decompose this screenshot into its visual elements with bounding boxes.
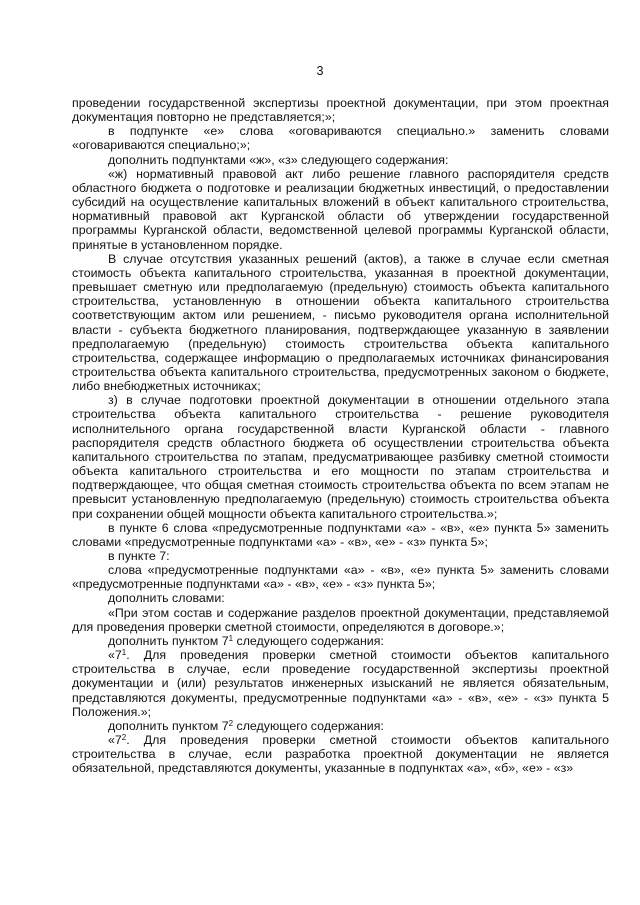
paragraph-tail: следующего содержания:: [233, 718, 384, 733]
superscript: 1: [228, 633, 234, 643]
paragraph-tail: следующего содержания:: [233, 633, 384, 648]
paragraph-text: «ж) нормативный правовой акт либо решение главного распорядителя средств областного бюджета о подготовке и реализации бюджетных инвестиций, о предоставлении субсидий на осуществление капитальных вложений в объект капитального строительства, нормативный правовой акт Курганской области об утверждении государственной программы Курганской области, ведомственной целевой программы Курганской области, принятые в установленном порядке.: [72, 166, 609, 252]
paragraph: [72, 252, 609, 394]
paragraph: [72, 591, 609, 605]
paragraph-text: «При этом состав и содержание разделов проектной документации, представляемой для проведения проверки сметной стоимости, определяются в договоре.»;: [72, 605, 609, 634]
paragraph-text: дополнить пунктом 7: [108, 633, 229, 648]
paragraph: [72, 167, 609, 252]
paragraph: [72, 733, 609, 775]
paragraph-text: з) в случае подготовки проектной документации в отношении отдельного этапа строительства объекта капитального строительства - решение руководителя исполнительного органа государственной власти Курганской области - главного распорядителя средств областного бюджета об осуществлении строительства объекта капитального строительства по этапам, предусматривающее разбивку сметной стоимости объекта капитального строительства и его мощности по этапам строительства и подтверждающее, что общая сметная стоимость строительства объекта по всем этапам не превысит установленную предполагаемую (предельную) стоимость строительства объекта при сохранении общей мощности объекта капитального строительства.»;: [72, 393, 609, 521]
page-number: 3: [316, 64, 324, 78]
paragraph-text: проведении государственной экспертизы проектной документации, при этом проектная документация повторно не представляется;»;: [72, 96, 609, 125]
document-body: [72, 96, 609, 776]
paragraph-text: в пункте 6 слова «предусмотренные подпунктами «а» - «в», «е» пункта 5» заменить словами «предусмотренные подпунктами «а» - «в», «е» - «з» пункта 5»;: [72, 520, 609, 549]
paragraph-text: в пункте 7:: [108, 549, 170, 563]
paragraph-text: дополнить словами:: [108, 591, 225, 606]
paragraph-text: «7: [108, 733, 122, 748]
paragraph: [72, 563, 609, 591]
paragraph: [72, 606, 609, 634]
paragraph: [72, 634, 609, 648]
paragraph-text: дополнить подпунктами «ж», «з» следующего содержания:: [108, 152, 449, 167]
paragraph-tail: . Для проведения проверки сметной стоимости объектов капитального строительства в случае, если проведение государственной экспертизы проектной документации и (или) результатов инженерных изысканий не является обязательным, представляются документы, предусмотренные подпунктами «а» - «в», «е» - «з» пункта 5 Положения.»;: [72, 648, 609, 719]
paragraph: [72, 96, 609, 124]
paragraph-tail: . Для проведения проверки сметной стоимости объектов капитального строительства в случае, если разработка проектной документации не является обязательной, представляются документы, указанные в подпунктах «а», «б», «е» - «з»: [72, 733, 609, 776]
paragraph: [72, 393, 609, 520]
paragraph: [72, 124, 609, 152]
superscript: 2: [228, 718, 234, 728]
paragraph-text: слова «предусмотренные подпунктами «а» - «в», «е» пункта 5» заменить словами «предусмотренные подпунктами «а» - «в», «е» - «з» пункта 5»;: [72, 563, 609, 592]
superscript: 1: [121, 648, 127, 658]
paragraph-text: «7: [108, 648, 122, 663]
paragraph-text: В случае отсутствия указанных решений (актов), а также в случае если сметная стоимость объекта капитального строительства, указанная в проектной документации, превышает сметную или предполагаемую (предельную) стоимость объекта капитального строительства, установленную в отношении объекта капитального строительства соответствующим актом или решением, - письмо руководителя органа исполнительной власти - субъекта бюджетного планирования, подтверждающее указанную в заявлении предполагаемую (предельную) стоимость строительства объекта капитального строительства, содержащее информацию о предполагаемых источниках финансирования строительства объекта капитального строительства, предусмотренных законом о бюджете, либо внебюджетных источниках;: [72, 251, 609, 394]
paragraph: [72, 648, 609, 719]
paragraph-text: дополнить пунктом 7: [108, 718, 229, 733]
paragraph: [72, 719, 609, 733]
paragraph: [72, 153, 609, 167]
paragraph-text: в подпункте «е» слова «оговариваются специально.» заменить словами «оговариваются специально;»;: [72, 124, 609, 153]
superscript: 2: [121, 733, 127, 743]
paragraph: [72, 549, 609, 563]
paragraph: [72, 521, 609, 549]
